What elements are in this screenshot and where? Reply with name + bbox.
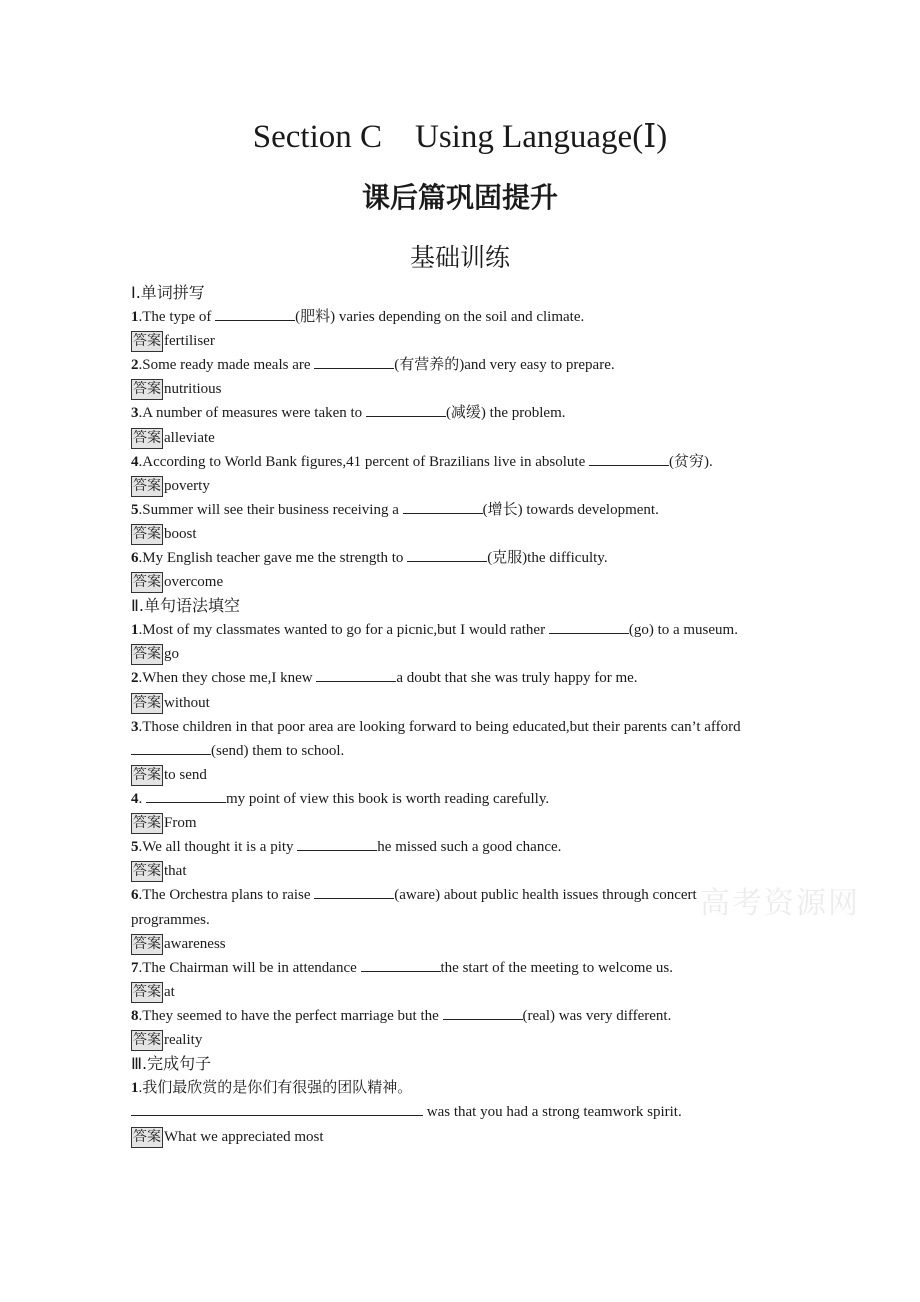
answer-blank: [215, 306, 295, 321]
answer-line: 答案 poverty: [131, 474, 771, 498]
answer-line: 答案 What we appreciated most: [131, 1125, 771, 1149]
answer-tag: 答案: [131, 524, 163, 545]
question-item: 3.A number of measures were taken to (减缓) the problem.: [131, 401, 771, 425]
answer-tag: 答案: [131, 1030, 163, 1051]
answer-tag: 答案: [131, 982, 163, 1003]
answer-line: 答案 awareness: [131, 932, 771, 956]
question-item: 1.The type of (肥料) varies depending on the soil and climate.: [131, 305, 771, 329]
answer-blank: [589, 451, 669, 466]
answer-blank: [314, 884, 394, 899]
answer-tag: 答案: [131, 428, 163, 449]
answer-blank: [549, 619, 629, 634]
question-item: 1.我们最欣赏的是你们有很强的团队精神。: [131, 1080, 413, 1097]
answer-line: 答案 boost: [131, 522, 771, 546]
answer-tag: 答案: [131, 572, 163, 593]
answer-line: 答案 that: [131, 859, 771, 883]
question-item: 6.The Orchestra plans to raise (aware) about public health issues through concert programmes.: [131, 883, 771, 931]
question-item: 8.They seemed to have the perfect marriage but the (real) was very different.: [131, 1004, 771, 1028]
question-item: 4. my point of view this book is worth reading carefully.: [131, 787, 771, 811]
answer-tag: 答案: [131, 331, 163, 352]
answer-blank: [314, 354, 394, 369]
page-title: Section C Using Language(Ⅰ): [252, 119, 668, 155]
question-item: 6.My English teacher gave me the strength to (克服)the difficulty.: [131, 546, 771, 570]
question-item: 1.Most of my classmates wanted to go for a picnic,but I would rather (go) to a museum.: [131, 618, 771, 642]
answer-tag: 答案: [131, 644, 163, 665]
answer-tag: 答案: [131, 934, 163, 955]
answer-blank: [403, 499, 483, 514]
answer-line: 答案 to send: [131, 763, 771, 787]
answer-blank: [131, 740, 211, 755]
answer-blank: [443, 1005, 523, 1020]
section-heading-grammar: Ⅱ.单句语法填空: [131, 596, 240, 616]
answer-line: 答案 at: [131, 980, 771, 1004]
question-item: 5.Summer will see their business receiving a (增长) towards development.: [131, 498, 771, 522]
answer-blank: [316, 667, 396, 682]
page-subtitle: 课后篇巩固提升: [361, 181, 558, 214]
question-item: 2.When they chose me,I knew a doubt that she was truly happy for me.: [131, 666, 771, 690]
answer-line: 答案 alleviate: [131, 426, 771, 450]
answer-tag: 答案: [131, 813, 163, 834]
answer-line: 答案 without: [131, 691, 771, 715]
answer-tag: 答案: [131, 1127, 163, 1148]
answer-line: 答案 From: [131, 811, 771, 835]
question-item: 4.According to World Bank figures,41 percent of Brazilians live in absolute (贫穷).: [131, 450, 771, 474]
answer-blank: [366, 402, 446, 417]
question-item: 3.Those children in that poor area are looking forward to being educated,but their parents can’t afford (send) them to school.: [131, 718, 741, 759]
question-item: 2.Some ready made meals are (有营养的)and very easy to prepare.: [131, 353, 771, 377]
question-item: 5.We all thought it is a pity he missed such a good chance.: [131, 835, 771, 859]
answer-tag: 答案: [131, 476, 163, 497]
section-heading-spelling: Ⅰ.单词拼写: [131, 283, 205, 302]
answer-blank: [146, 788, 226, 803]
answer-blank: [297, 836, 377, 851]
exercise-content: [131, 281, 771, 1149]
question-item: 7.The Chairman will be in attendance the start of the meeting to welcome us.: [131, 956, 771, 980]
answer-line: 答案 reality: [131, 1028, 771, 1052]
answer-line: 答案 overcome: [131, 570, 771, 594]
answer-line: 答案 nutritious: [131, 377, 771, 401]
answer-blank: [361, 957, 441, 972]
answer-tag: 答案: [131, 765, 163, 786]
answer-line: 答案 go: [131, 642, 771, 666]
watermark: 高考资源网: [700, 886, 860, 921]
answer-tag: 答案: [131, 379, 163, 400]
answer-line: 答案 fertiliser: [131, 329, 771, 353]
question-item-english: was that you had a strong teamwork spirit.: [131, 1100, 771, 1124]
section-heading: 基础训练: [409, 243, 510, 272]
answer-blank: [407, 547, 487, 562]
answer-blank: [131, 1101, 423, 1116]
section-heading-sentences: Ⅲ.完成句子: [131, 1054, 212, 1074]
answer-tag: 答案: [131, 861, 163, 882]
answer-tag: 答案: [131, 693, 163, 714]
